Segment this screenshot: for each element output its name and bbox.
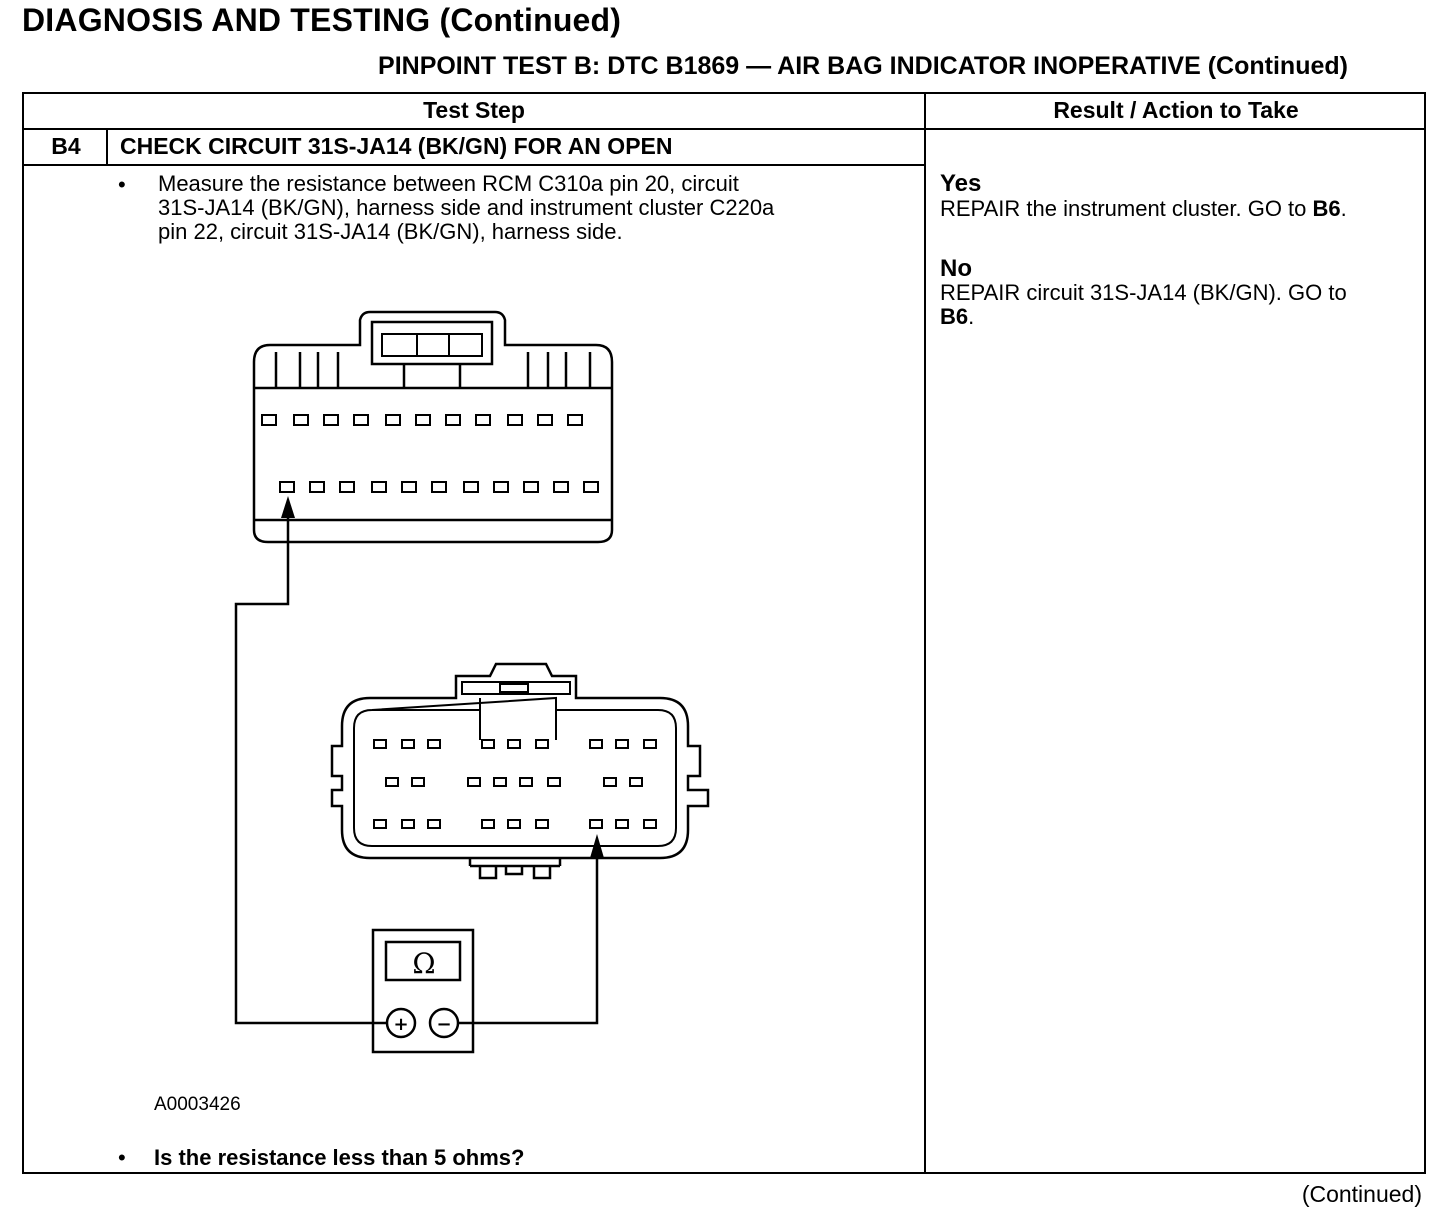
rcm-pin-row-top xyxy=(262,415,582,425)
figure-id: A0003426 xyxy=(154,1094,241,1115)
continued-footer: (Continued) xyxy=(1301,1181,1422,1207)
no-action-text: REPAIR circuit 31S-JA14 (BK/GN). GO to xyxy=(940,280,1347,305)
plus-terminal-label: + xyxy=(393,1014,409,1035)
instruction-line: pin 22, circuit 31S-JA14 (BK/GN), harness side. xyxy=(158,219,623,244)
yes-action: REPAIR the instrument cluster. GO to B6. xyxy=(940,196,1347,221)
yes-label: Yes xyxy=(940,170,982,197)
instruction-line: Measure the resistance between RCM C310a pin 20, circuit xyxy=(158,171,739,196)
step-id: B4 xyxy=(51,133,81,159)
column-header-test-step: Test Step xyxy=(423,97,525,123)
instruction-line: 31S-JA14 (BK/GN), harness side and instrument cluster C220a xyxy=(158,195,775,220)
ohm-symbol: Ω xyxy=(412,947,436,980)
subtitle-text: PINPOINT TEST B: DTC B1869 — AIR BAG INDICATOR INOPERATIVE (Continued) xyxy=(378,52,1348,80)
page-title: DIAGNOSIS AND TESTING (Continued) xyxy=(22,2,622,38)
step-title: CHECK CIRCUIT 31S-JA14 (BK/GN) FOR AN OPEN xyxy=(120,133,673,159)
probe-arrow-rcm xyxy=(281,496,295,518)
cluster-connector xyxy=(332,664,708,878)
yes-action-text: REPAIR the instrument cluster. GO to xyxy=(940,196,1313,221)
rcm-pin-row-bottom xyxy=(280,482,598,492)
bullet-1: • xyxy=(118,172,126,197)
bullet-2: • xyxy=(118,1145,126,1170)
test-question: Is the resistance less than 5 ohms? xyxy=(154,1145,525,1170)
rcm-connector xyxy=(254,312,612,542)
minus-terminal-label: − xyxy=(436,1014,452,1035)
cluster-pin-rows xyxy=(374,740,656,828)
no-action: REPAIR circuit 31S-JA14 (BK/GN). GO to B6. xyxy=(940,281,1424,329)
no-step-ref: B6 xyxy=(940,304,969,329)
no-label: No xyxy=(940,255,972,282)
column-header-result: Result / Action to Take xyxy=(1053,97,1299,123)
yes-step-ref: B6 xyxy=(1312,196,1341,221)
